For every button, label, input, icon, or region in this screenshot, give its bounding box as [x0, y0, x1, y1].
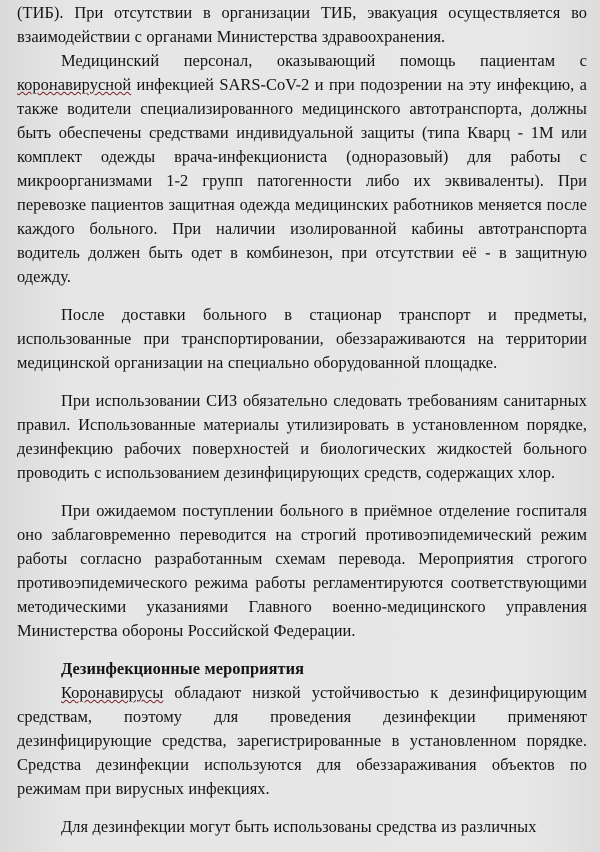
paragraph-hospital-regime: При ожидаемом поступлении больного в приёмное отделение госпиталя оно заблаговременно переводится на строгий противоэпидемический режим работы согласно разработанным схемам перевода. Мероприятия строгого противоэпидемического режима работы регламентируются соответствующими методическими указаниями Главного военно-медицинского управления Министерства обороны Российской Федерации.: [17, 501, 587, 640]
section-heading-disinfection: Дезинфекционные мероприятия: [61, 659, 305, 678]
spellcheck-term-coronaviruses: Коронавирусы: [61, 683, 164, 702]
paragraph-evacuation: (ТИБ). При отсутствии в организации ТИБ, эвакуация осуществляется во взаимодействии с органами Министерства здравоохранения.: [17, 3, 587, 46]
paragraph-coronavirus-resistance-rest: обладают низкой устойчивостью к дезинфицирующим средствам, поэтому для проведения дезинфекции применяют дезинфицирующие средства, зарегистрированные в установленном порядке. Средства дезинфекции используются для обеззараживания объектов по режимам при вирусных инфекциях.: [17, 683, 587, 798]
paragraph-coronavirus-resistance: [17, 681, 587, 801]
paragraph-ppe-personnel-start: Медицинский персонал, оказывающий помощь пациентам с: [61, 51, 587, 70]
paragraph-transport-disinfection: После доставки больного в стационар транспорт и предметы, использованные при транспортировании, обеззараживаются на территории медицинской организации на специально оборудованной площадке.: [17, 305, 587, 372]
paragraph-ppe-personnel: [17, 49, 587, 289]
spellcheck-term-coronavirus: коронавирусной: [17, 75, 132, 94]
paragraph-siz-rules: При использовании СИЗ обязательно следовать требованиям санитарных правил. Использованные материалы утилизировать в установленном порядке, дезинфекцию рабочих поверхностей и биологических жидкостей больного проводить с использованием дезинфицирующих средств, содержащих хлор.: [17, 391, 587, 482]
paragraph-disinfection-agents: Для дезинфекции могут быть использованы средства из различных: [61, 817, 537, 836]
paragraph-ppe-personnel-rest: инфекцией SARS-CoV-2 и при подозрении на эту инфекцию, а также водители специализированного медицинского автотранспорта, должны быть обеспечены средствами индивидуальной защиты (типа Кварц - 1М или комплект одежды врача-инфекциониста (одноразовый) для работы с микроорганизмами 1-2 групп патогенности либо их эквиваленты). При перевозке пациентов защитная одежда медицинских работников меняется после каждого больного. При наличии изолированной кабины автотранспорта водитель должен быть одет в комбинезон, при отсутствии её - в защитную одежду.: [17, 75, 587, 286]
